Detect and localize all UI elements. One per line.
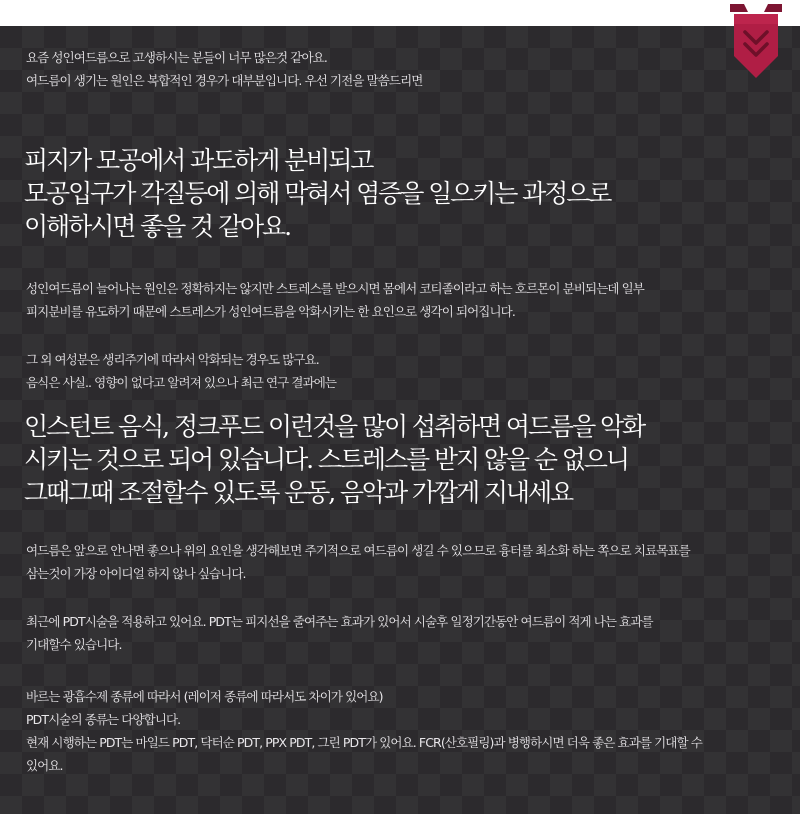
headline-line: 모공입구가 각질등에 의해 막혀서 염증을 일으키는 과정으로 [24, 179, 611, 208]
pdt-types-line: PDT시술의 종류는 다양합니다. [26, 712, 181, 727]
double-chevron-down-icon [728, 4, 784, 82]
headline-line: 그때그때 조절할수 있도록 운동, 음악과 가깝게 지내세요 [24, 478, 573, 507]
headline-mechanism [24, 144, 610, 243]
pdt-line: 최근에 PDT시술을 적용하고 있어요. PDT는 피지선을 줄여주는 효과가 있어서 시술후 일정기간동안 여드름이 적게 나는 효과를 [26, 614, 653, 629]
headline-line: 인스턴트 음식, 정크푸드 이런것을 많이 섭취하면 여드름을 악화 [24, 412, 645, 441]
treatment-goal-line: 삼는것이 가장 아이디얼 하지 않나 싶습니다. [26, 566, 246, 581]
treatment-goal-paragraph [26, 539, 690, 585]
intro-line: 여드름이 생기는 원인은 복합적인 경우가 대부분입니다. 우선 기전을 말씀드리면 [26, 73, 423, 88]
intro-line: 요즘 성인여드름으로 고생하시는 분들이 너무 많은것 같아요. [26, 50, 327, 65]
cause-line: 피지분비를 유도하기 때문에 스트레스가 성인여드름을 악화시키는 한 요인으로 생각이 되어집니다. [26, 304, 515, 319]
other-line: 음식은 사실.. 영향이 없다고 알려져 있으나 최근 연구 결과에는 [26, 375, 337, 390]
treatment-goal-line: 여드름은 앞으로 안나면 좋으나 위의 요인을 생각해보면 주기적으로 여드름이 생길 수 있으므로 흉터를 최소화 하는 쪽으로 치료목표를 [26, 543, 690, 558]
pdt-types-paragraph [26, 685, 702, 777]
intro-paragraph [26, 46, 422, 92]
cause-paragraph [26, 277, 644, 323]
headline-line: 이해하시면 좋을 것 같아요. [24, 212, 290, 241]
headline-lifestyle [24, 410, 644, 509]
other-line: 그 외 여성분은 생리주기에 따라서 악화되는 경우도 많구요. [26, 352, 319, 367]
headline-line: 시키는 것으로 되어 있습니다. 스트레스를 받지 않을 순 없으니 [24, 445, 628, 474]
other-factors-paragraph [26, 348, 336, 394]
content-panel [0, 26, 800, 814]
headline-line: 피지가 모공에서 과도하게 분비되고 [24, 146, 373, 175]
cause-line: 성인여드름이 늘어나는 원인은 정확하지는 않지만 스트레스를 받으시면 몸에서 코티졸이라고 하는 호르몬이 분비되는데 일부 [26, 281, 644, 296]
pdt-types-line: 바르는 광흡수제 종류에 따라서 (레이저 종류에 따라서도 차이가 있어요) [26, 689, 383, 704]
pdt-types-line: 현재 시행하는 PDT는 마일드 PDT, 닥터순 PDT, PPX PDT, 그린 PDT가 있어요. FCR(산호필링)과 병행하시면 더욱 좋은 효과를 기대할 수 [26, 735, 702, 750]
pdt-line: 기대할수 있습니다. [26, 637, 122, 652]
pdt-types-line: 있어요. [26, 758, 63, 773]
pdt-paragraph [26, 610, 653, 656]
